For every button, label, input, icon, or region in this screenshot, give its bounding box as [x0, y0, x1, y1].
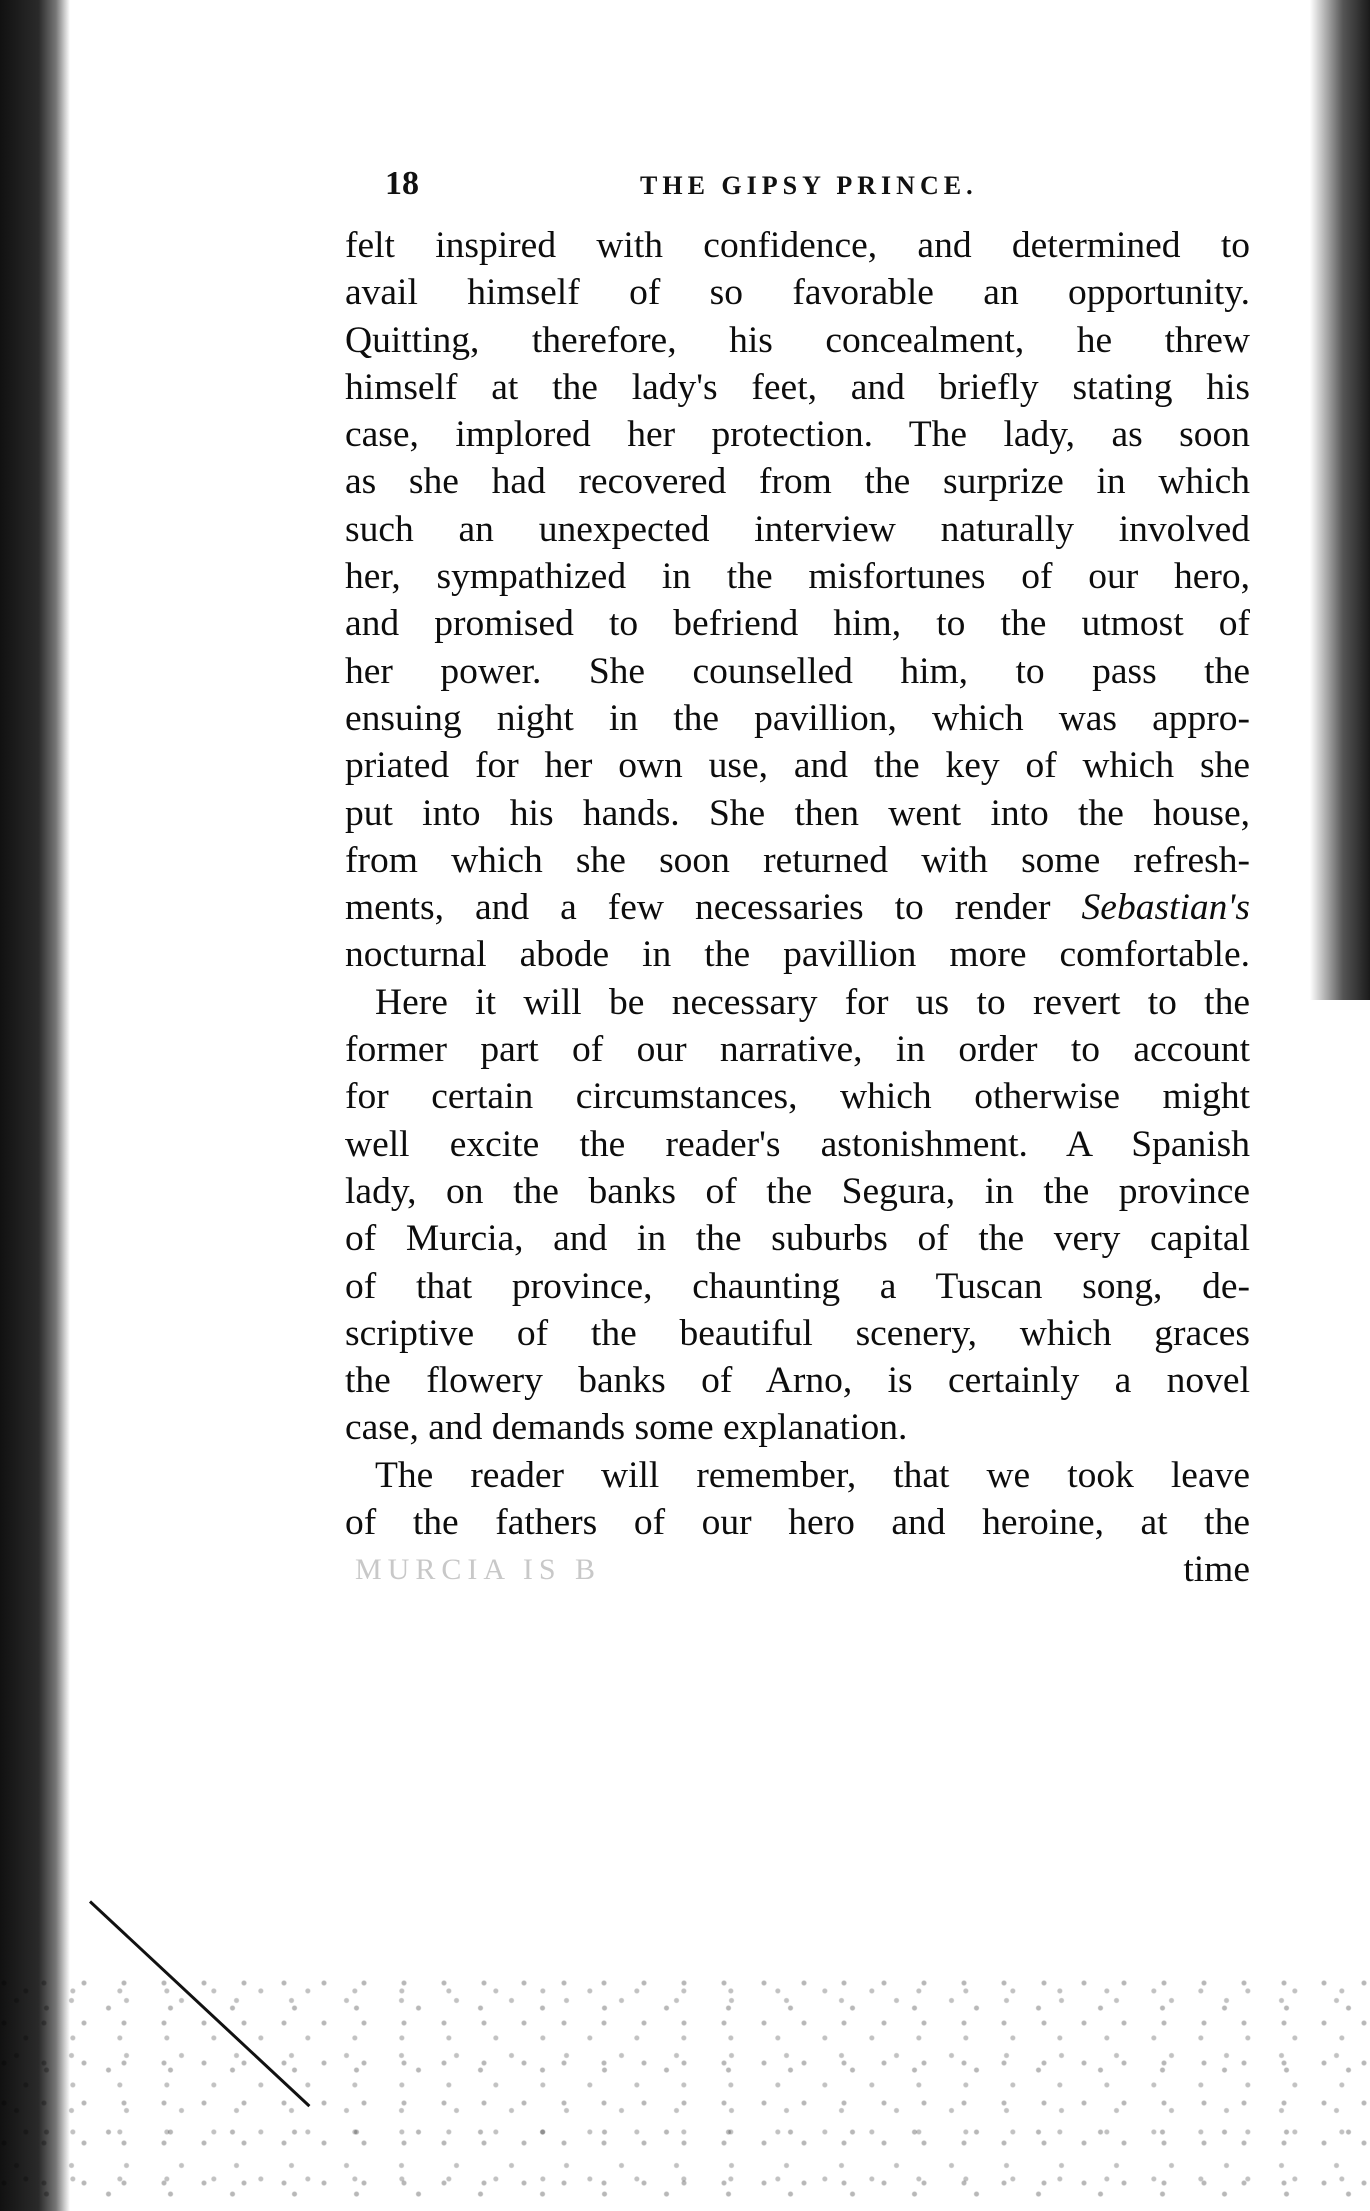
text-line: ensuing night in the pavillion, which was appro-	[345, 697, 1250, 739]
text-line: such an unexpected interview naturally involved	[345, 508, 1250, 550]
text-line: nocturnal abode in the pavillion more comfortable.	[345, 934, 1250, 976]
text-line: priated for her own use, and the key of which she	[345, 745, 1250, 787]
text-line: from which she soon returned with some refresh-	[345, 839, 1250, 881]
text-line: case, implored her protection. The lady, as soon	[345, 414, 1250, 456]
text-line: avail himself of so favorable an opportunity.	[345, 272, 1250, 314]
paragraph-first-line: Here it will be necessary for us to revert to the	[375, 981, 1250, 1023]
paper-speckle	[0, 1951, 1370, 2211]
character-name: Sebastian's	[1081, 887, 1250, 929]
text-line: well excite the reader's astonishment. A Spanish	[345, 1123, 1250, 1165]
text-line: case, and demands some explanation.	[345, 1407, 908, 1449]
text-line: her power. She counselled him, to pass the	[345, 650, 1250, 692]
text-line: as she had recovered from the surprize in which	[345, 461, 1250, 503]
catchword-line	[345, 1546, 1250, 1593]
text-line: Quitting, therefore, his concealment, he threw	[345, 319, 1250, 361]
text-line: and promised to befriend him, to the utmost of	[345, 603, 1250, 645]
running-title: THE GIPSY PRINCE.	[640, 171, 978, 200]
text-line: put into his hands. She then went into the house,	[345, 792, 1250, 834]
text-line: for certain circumstances, which otherwise might	[345, 1076, 1250, 1118]
page-edge-shadow	[1310, 0, 1370, 1000]
text-line: of that province, chaunting a Tuscan song, de-	[345, 1265, 1250, 1307]
body-text	[345, 222, 1250, 1594]
text-line: felt inspired with confidence, and determined to	[345, 225, 1250, 266]
page-header	[385, 165, 1285, 215]
text-line: the flowery banks of Arno, is certainly a novel	[345, 1360, 1250, 1402]
text-line: himself at the lady's feet, and briefly stating his	[345, 366, 1250, 408]
text-line: lady, on the banks of the Segura, in the province	[345, 1170, 1250, 1212]
text-line: former part of our narrative, in order to account	[345, 1029, 1250, 1071]
text-line: her, sympathized in the misfortunes of our hero,	[345, 556, 1250, 598]
text-line-part: ments, and a few necessaries to render	[345, 887, 1051, 929]
catchword: time	[1183, 1549, 1250, 1591]
bleed-through-text: MURCIA IS B	[355, 1553, 602, 1587]
text-line: of Murcia, and in the suburbs of the very capital	[345, 1218, 1250, 1260]
paragraph-first-line: The reader will remember, that we took leave	[375, 1454, 1250, 1496]
text-line: scriptive of the beautiful scenery, which graces	[345, 1312, 1250, 1354]
page-number: 18	[385, 165, 419, 202]
text-line-with-name	[345, 884, 1250, 931]
text-line: of the fathers of our hero and heroine, at the	[345, 1502, 1250, 1544]
book-binding-edge	[0, 0, 70, 2211]
